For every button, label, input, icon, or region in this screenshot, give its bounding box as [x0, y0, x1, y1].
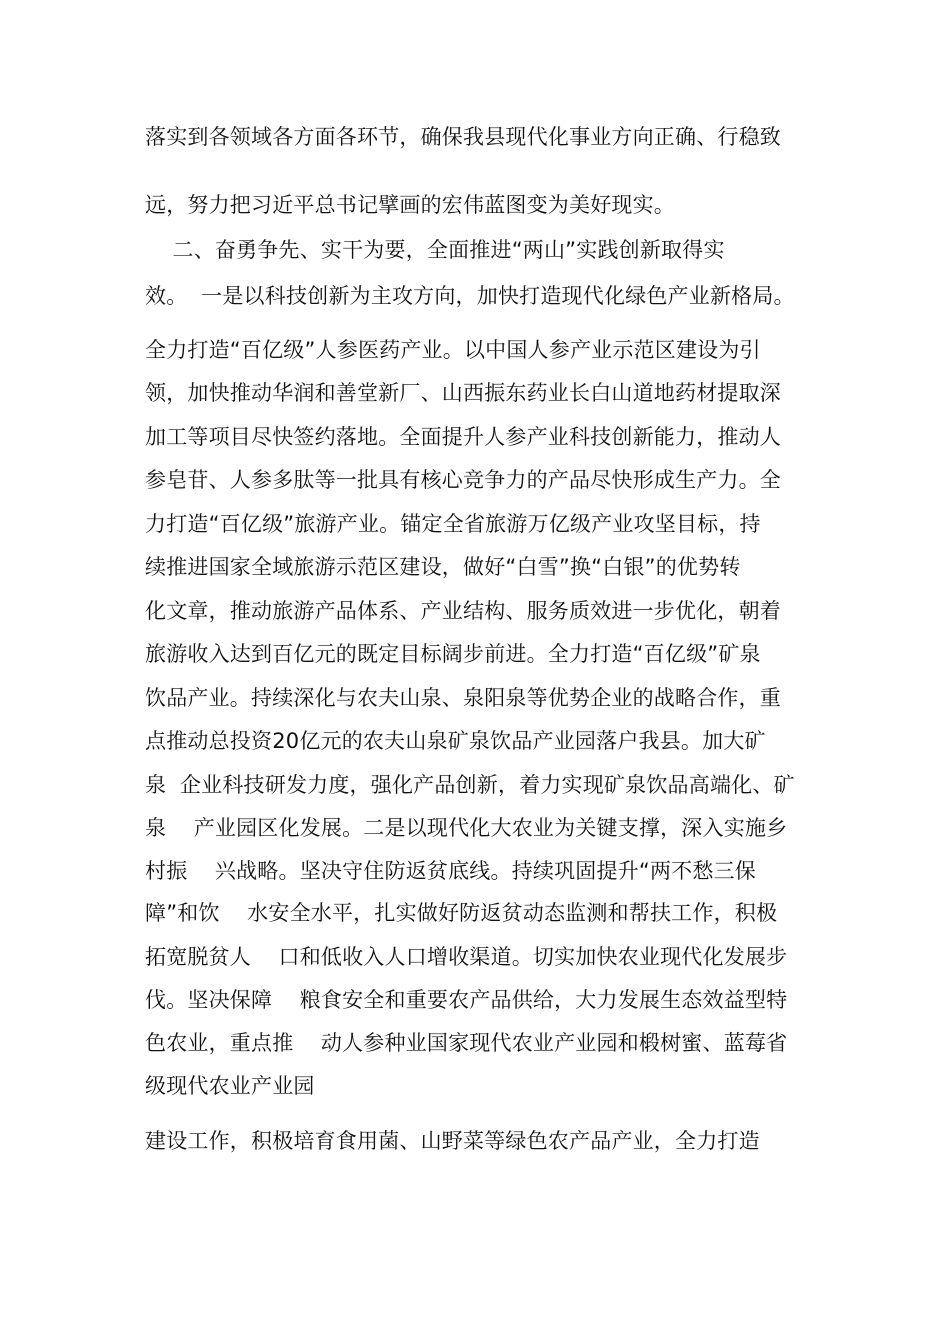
text-line: 领，加快推动华润和善堂新厂、山西振东药业长白山道地药材提取深	[145, 381, 781, 405]
text-line: 全力打造“百亿级”人参医药产业。以中国人参产业示范区建设为引	[145, 338, 761, 362]
text-line: 加工等项目尽快签约落地。全面提升人参产业科技创新能力，推动人	[145, 425, 781, 449]
text-line: 落实到各领域各方面各环节，确保我县现代化事业方向正确、行稳致	[145, 125, 781, 149]
text-line: 拓宽脱贫人 口和低收入人口增收渠道。切实加快农业现代化发展步	[145, 945, 788, 969]
text-line: 障”和饮 水安全水平，扎实做好防返贫动态监测和帮扶工作，积极	[145, 901, 778, 925]
text-line: 色农业，重点推 动人参种业国家现代农业产业园和椴树蜜、蓝莓省	[145, 1031, 788, 1055]
text-line: 级现代农业产业园	[145, 1074, 315, 1098]
text-line: 点推动总投资20亿元的农夫山泉矿泉饮品产业园落户我县。加大矿	[145, 729, 766, 753]
text-line: 饮品产业。持续深化与农夫山泉、泉阳泉等优势企业的战略合作，重	[145, 686, 781, 710]
text-line: 化文章，推动旅游产品体系、产业结构、服务质效进一步优化，朝着	[145, 599, 781, 623]
text-line: 泉 企业科技研发力度，强化产品创新，着力实现矿泉饮品高端化、矿	[145, 773, 795, 797]
text-line: 村振 兴战略。坚决守住防返贫底线。持续巩固提升“两不愁三保	[145, 859, 756, 883]
text-line: 旅游收入达到百亿元的既定目标阔步前进。全力打造“百亿级”矿泉	[145, 642, 761, 666]
text-line: 参皂苷、人参多肽等一批具有核心竞争力的产品尽快形成生产力。全	[145, 468, 781, 492]
text-line: 力打造“百亿级”旅游产业。锚定全省旅游万亿级产业攻坚目标，持	[145, 512, 761, 536]
text-line: 二、奋勇争先、实干为要，全面推进“两山”实践创新取得实	[145, 238, 725, 262]
text-line: 续推进国家全域旅游示范区建设，做好“白雪”换“白银”的优势转	[145, 555, 741, 579]
text-line: 伐。坚决保障 粮食安全和重要农产品供给，大力发展生态效益型特	[145, 988, 788, 1012]
text-line: 效。 一是以科技创新为主攻方向，加快打造现代化绿色产业新格局。	[145, 284, 795, 308]
text-line: 远，努力把习近平总书记擘画的宏伟蓝图变为美好现实。	[145, 193, 675, 217]
text-line: 泉 产业园区化发展。二是以现代化大农业为关键支撑，深入实施乡	[145, 816, 788, 840]
text-line: 建设工作，积极培育食用菌、山野菜等绿色农产品产业，全力打造	[145, 1129, 760, 1153]
